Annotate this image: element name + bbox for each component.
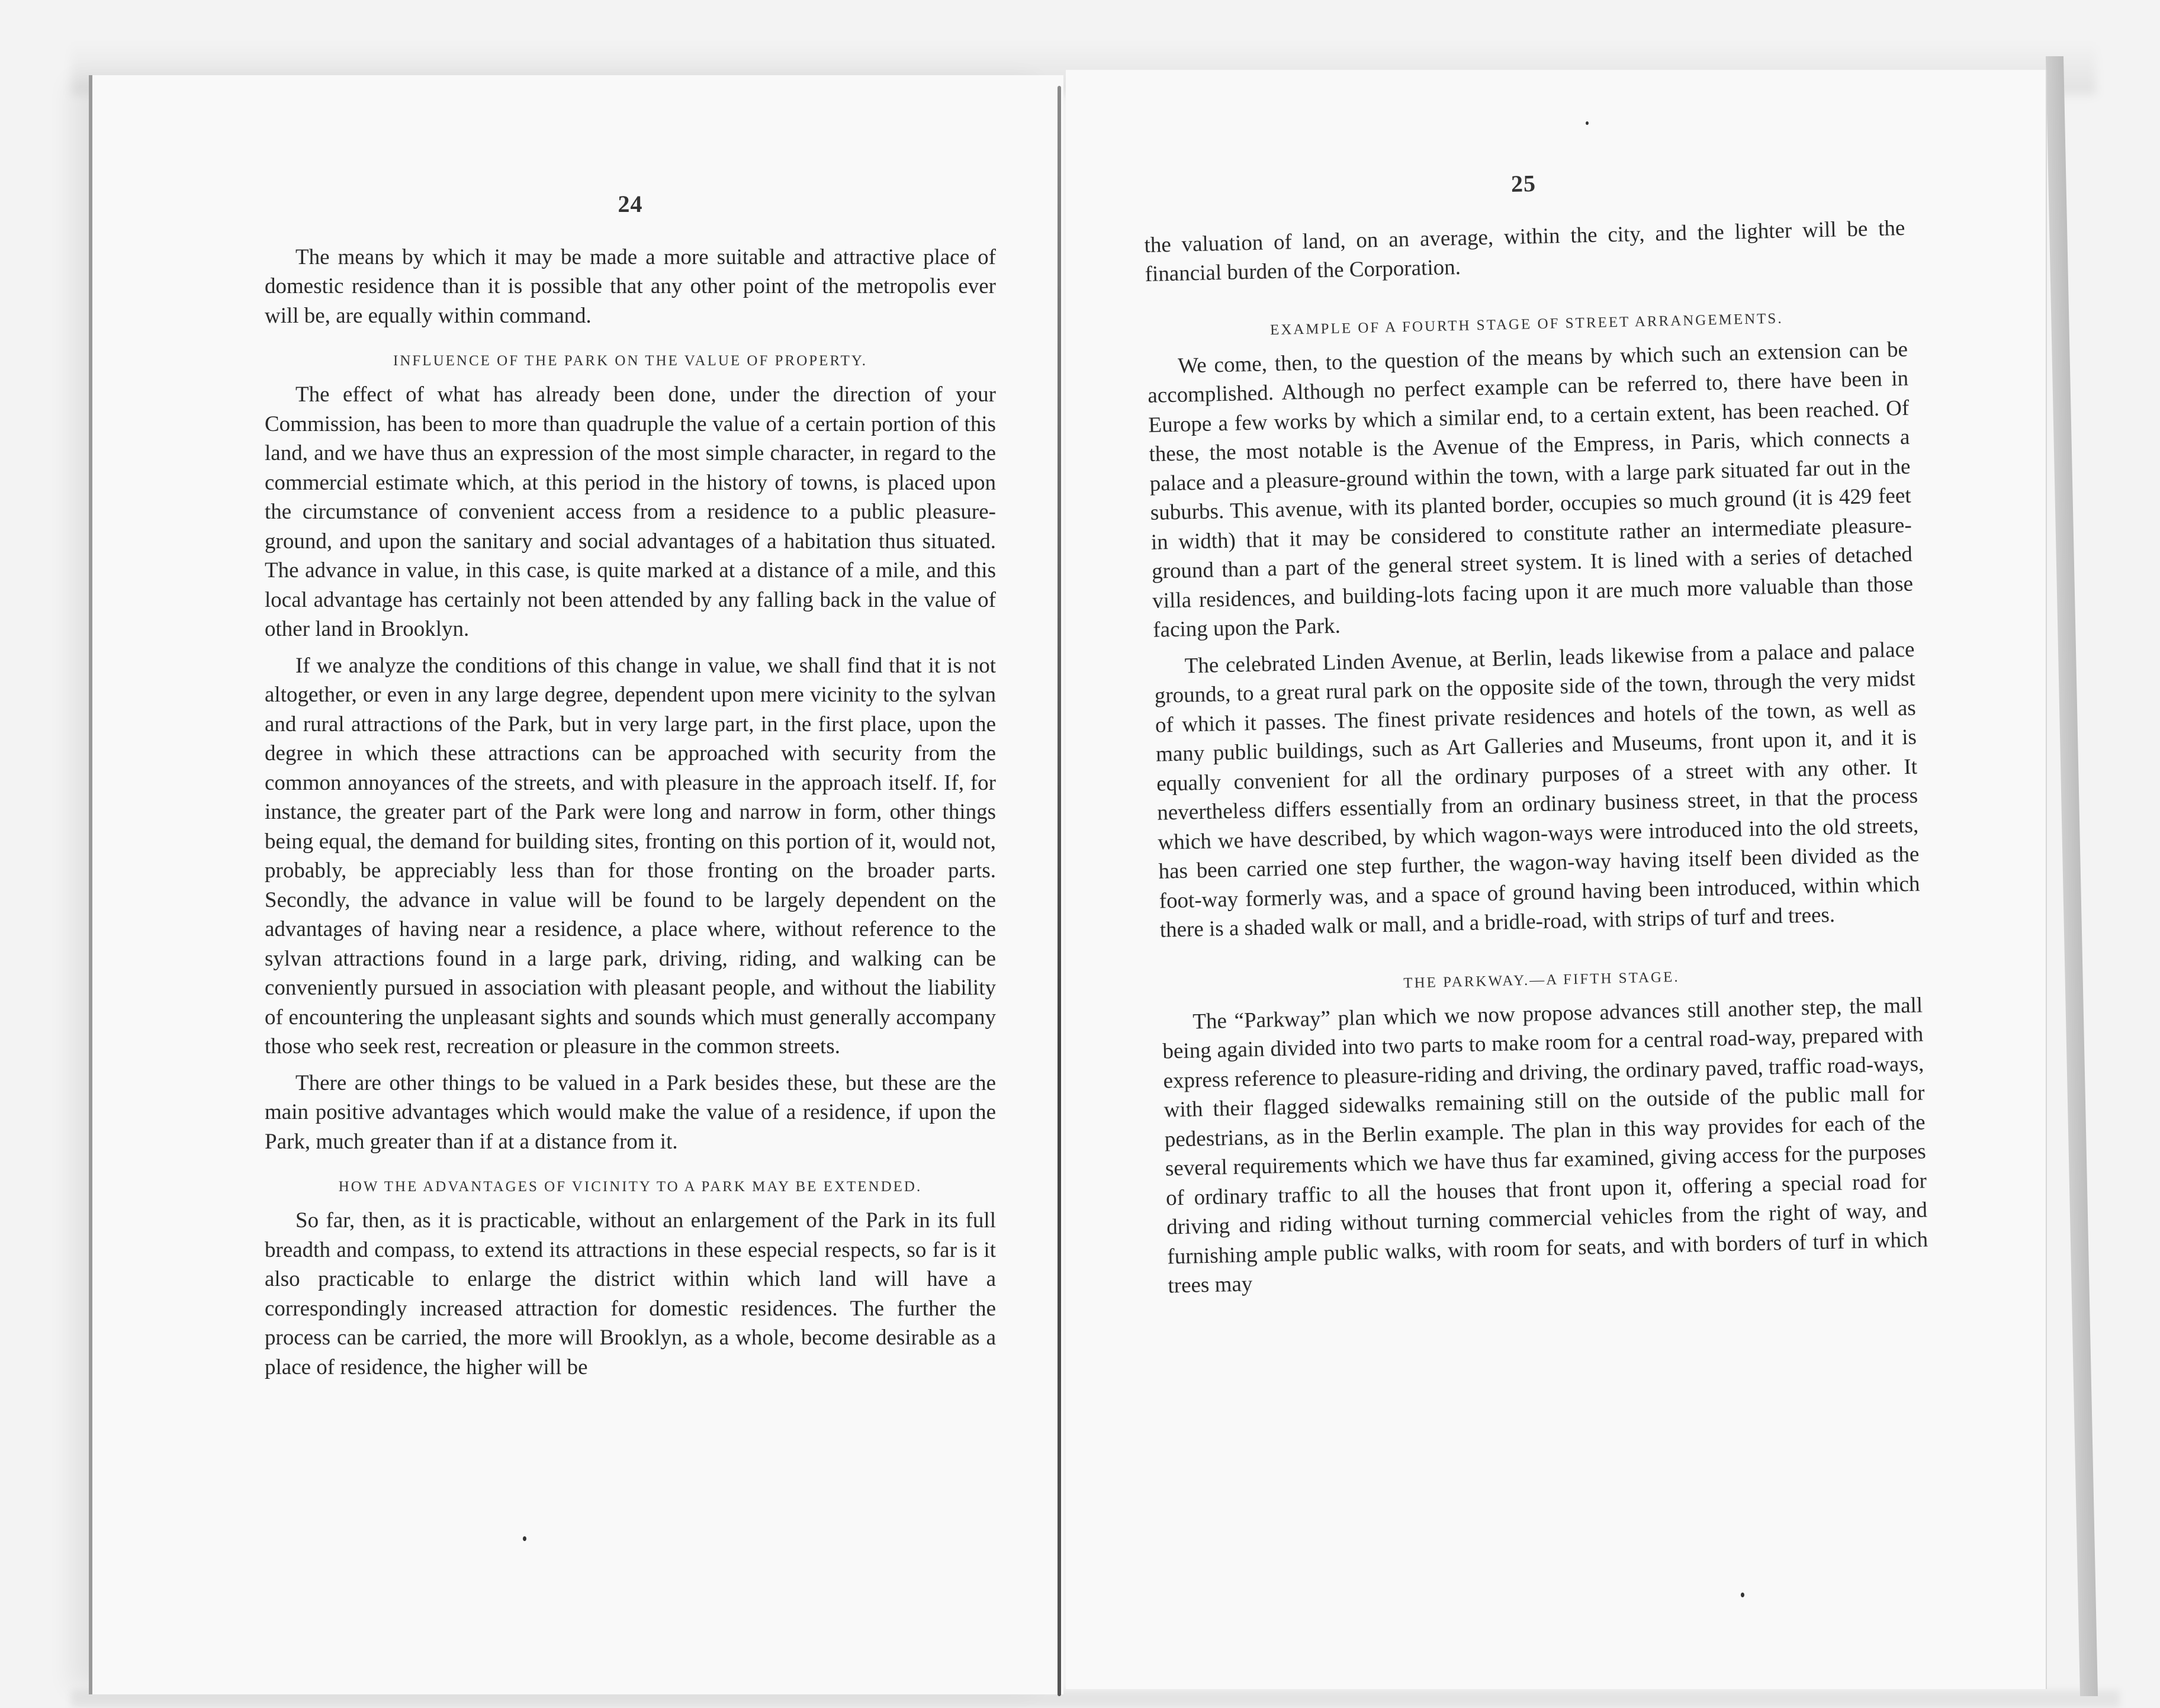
left-page-text — [265, 189, 996, 1382]
section-heading: EXAMPLE OF A FOURTH STAGE OF STREET ARRANGEMENTS. — [1269, 310, 1783, 338]
section-heading: THE PARKWAY.—A FIFTH STAGE. — [1403, 969, 1680, 991]
paragraph: The effect of what has already been done, under the direction of your Commission, has been to more than quadruple the value of a certain portion of this land, and we have thus an expression of the most simple character, in regard to the commercial estimate which, at this period in the history of towns, is placed upon the circumstance of convenient access from a residence to a public pleasure-ground, and upon the sanitary and social advantages of a habitation thus situated. The advance in value, in this case, is quite marked at a distance of a mile, and this local advantage has certainly not been attended by any falling back in the value of other land in Brooklyn. — [265, 382, 996, 641]
paragraph: The “Parkway” plan which we now propose advances still another step, the mall being again divided into two parts to make room for a central road-way, prepared with express reference to pleasure-riding and driving, the ordinary paved, traffic road-ways, with their flagged sidewalks remaining still on the outside of the public mall for pedestrians, as in the Berlin example. The plan in this way provides for each of the several requirements which we have thus far examined, giving access for the purposes of ordinary traffic to all the houses that front upon it, offering a special road for driving and riding without turning commercial vehicles from the right of way, and furnishing ample public walks, with room for seats, and with borders of turf in which trees may — [1162, 992, 1928, 1298]
paragraph: If we analyze the conditions of this change in value, we shall find that it is not altogether, or even in any large degree, dependent upon mere vicinity to the sylvan and rural attractions of the Park, but in very large part, in the first place, upon the degree in which these attractions can be approached with security from the common annoyances of the streets, and with pleasure in the approach itself. If, for instance, the greater part of the Park were long and narrow in form, other things being equal, the demand for building sites, fronting on this portion of it, would not, probably, be appreciably less than for those fronting on the broader parts. Secondly, the advance in value will be found to be largely dependent on the advantages of having near a residence, a place where, without reference to the sylvan attractions found in a large park, driving, riding, and walking can be conveniently pursued in association with pleasant people, and without the liability of encountering the unpleasant sights and sounds which must generally accompany those who seek rest, recreation or pleasure in the common streets. — [265, 653, 996, 1059]
paper-speck — [1741, 1593, 1744, 1597]
paragraph-continuation: the valuation of land, on an average, within the city, and the lighter will be the financial burden of the Corporation. — [1144, 215, 1905, 287]
paragraph: There are other things to be valued in a Park besides these, but these are the main positive advantages which would make the value of a residence, if upon the Park, much greater than if at a distance from it. — [265, 1070, 996, 1154]
right-page-text — [1143, 160, 1929, 1301]
paragraph: The means by which it may be made a more suitable and attractive place of domestic residence than it is possible that any other point of the metropolis ever will be, are equally within command. — [265, 245, 996, 328]
page-number: 25 — [1510, 169, 1537, 197]
paragraph: So far, then, as it is practicable, without an enlargement of the Park in its full breadth and compass, to extend its attractions in these especial respects, so far is it also practicable to enlarge the district within which land will have a correspondingly increased attraction for domestic residences. The further the process can be carried, the more will Brooklyn, as a whole, become desirable as a place of residence, the higher will be — [265, 1208, 996, 1379]
section-heading: INFLUENCE OF THE PARK ON THE VALUE OF PROPERTY. — [393, 353, 867, 369]
paragraph: We come, then, to the question of the means by which such an extension can be accomplished. Although no perfect example can be referred to, there have been in Europe a few works by which a similar end, to a certain extent, has been reached. Of these, the most notable is the Avenue of the Empress, in Paris, which connects a palace and a pleasure-ground within the town, with a large park situated far out in the suburbs. This avenue, with its planted border, occupies so much ground (it is 429 feet in width) that it may be considered to constitute rather an intermediate pleasure-ground than a part of the general street system. It is lined with a series of detached villa residences, and building-lots facing upon it are much more valuable than those facing upon the Park. — [1147, 337, 1914, 642]
book-spine — [1058, 86, 1061, 1696]
section-heading: HOW THE ADVANTAGES OF VICINITY TO A PARK MAY BE EXTENDED. — [338, 1179, 922, 1195]
book-cover-edge — [2046, 56, 2098, 1696]
paper-speck — [1586, 121, 1589, 125]
paper-speck — [523, 1536, 526, 1541]
page-number: 24 — [618, 191, 643, 217]
paragraph: The celebrated Linden Avenue, at Berlin, leads likewise from a palace and palace grounds, to a great rural park on the opposite side of the town, through the very midst of which it passes. The finest private residences and hotels of the town, as well as many public buildings, such as Art Galleries and Museums, front upon it, and it is equally convenient for all the ordinary purposes of a street with any other. It nevertheless differs essentially from an ordinary business street, in that the process which we have described, by which wagon-ways were introduced into the old streets, has been carried one step further, the wagon-way having itself been divided as the foot-way formerly was, and a space of ground having been introduced, within which there is a shaded walk or mall, and a bridle-road, with strips of turf and trees. — [1154, 637, 1920, 943]
